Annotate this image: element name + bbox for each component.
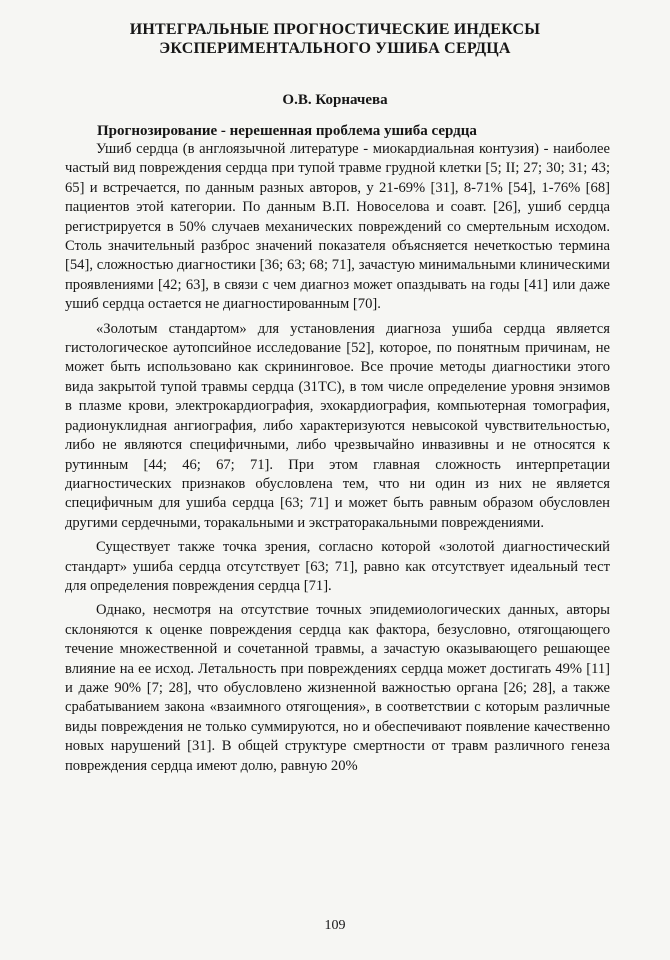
title-line-1: ИНТЕГРАЛЬНЫЕ ПРОГНОСТИЧЕСКИЕ ИНДЕКСЫ <box>129 21 541 38</box>
paragraph-2: «Золотым стандартом» для установления диагноза ушиба сердца является гистологическое аутопсийное исследование [52], которое, по понятным причинам, не может быть использовано как скрининговое. Все прочие методы диагностики этого вида закрытой тупой травмы сердца (31TC), в том числе определение уровня энзимов в плазме крови, электрокардиография, эхокардиография, компьютерная томография, радионуклидная ангиография, либо характеризуются невысокой чувствительностью, либо не являются специфичными, либо чрезвычайно инвазивны и не относятся к рутинным [44; 46; 67; 71]. При этом главная сложность интерпретации диагностических признаков обусловлена тем, что ни один из них не является специфичным для ушиба сердца [63; 71] и может быть равным образом обусловлен другими сердечными, торакальными и экстраторакальными повреждениями. <box>65 320 610 531</box>
body-text <box>65 140 610 781</box>
paragraph-3: Существует также точка зрения, согласно которой «золотой диагностический стандарт» ушиба сердца отсутствует [63; 71], равно как отсутствует идеальный тест для определения повреждения сердца [71]. <box>65 539 610 594</box>
article-title <box>0 20 670 58</box>
paragraph-4: Однако, несмотря на отсутствие точных эпидемиологических данных, авторы склоняются к оценке повреждения сердца как фактора, безусловно, отягощающего течение множественной и сочетанной травмы, а зачастую оказывающего решающее влияние на ее исход. Летальность при повреждениях сердца может достигать 49% [11] и даже 90% [7; 28], что обусловлено жизненной важностью органа [26; 28], а также срабатыванием закона «взаимного отягощения», в соответствии с которым различные виды повреждения не только суммируются, но и обеспечивают появление качественно новых нарушений [31]. В общей структуре смертности от травм различного генеза повреждения сердца имеют долю, равную 20% <box>65 602 610 774</box>
title-line-2: ЭКСПЕРИМЕНТАЛЬНОГО УШИБА СЕРДЦА <box>159 40 511 57</box>
paragraph-1: Ушиб сердца (в англоязычной литературе - миокардиальная контузия) - наиболее частый вид повреждения сердца при тупой травме грудной клетки [5; II; 27; 30; 31; 43; 65] и встречается, по данным разных авторов, у 21-69% [31], 8-71% [54], 1-76% [68] пациентов этой категории. По данным В.П. Новоселова и соавт. [26], ушиб сердца регистрируется в 50% случаев механических повреждений со смертельным исходом. Столь значительный разброс значений показателя объясняется нечеткостью термина [54], сложностью диагностики [36; 63; 68; 71], зачастую минимальными клиническими проявлениями [42; 63], в связи с чем диагноз может опаздывать на годы [41] или даже ушиб сердца остается не диагностированным [70]. <box>65 141 610 313</box>
page-number: 109 <box>324 918 346 933</box>
author-name: О.В. Корначева <box>282 92 388 108</box>
section-heading: Прогнозирование - нерешенная проблема ушиба сердца <box>97 123 477 139</box>
